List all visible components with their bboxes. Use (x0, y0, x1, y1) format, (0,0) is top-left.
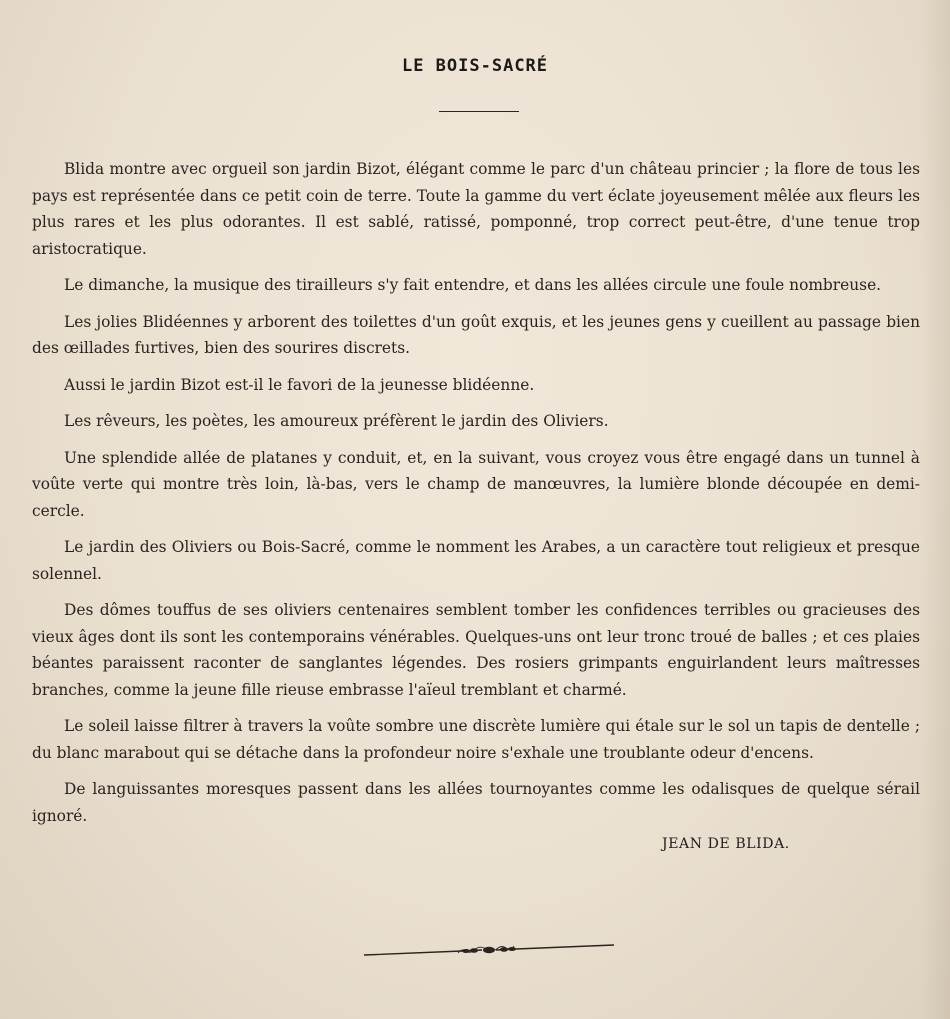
paragraph-7: Le jardin des Oliviers ou Bois-Sacré, comme le nomment les Arabes, a un caractère tout religieux et presque solennel. (32, 538, 920, 583)
paragraph-10: De languissantes moresques passent dans les allées tournoyantes comme les odalisques de quelque sérail ignoré. (32, 780, 920, 825)
paragraph-1: Blida montre avec orgueil son jardin Bizot, élégant comme le parc d'un château princier ; la flore de tous les pays est représentée dans ce petit coin de terre. Toute la gamme du vert éclate joyeusement mêlée aux fleurs les plus rares et les plus odorantes. Il est sablé, ratissé, pomponné, trop correct peut-être, d'une tenue trop aristocratique. (32, 160, 920, 258)
page-title: LE BOIS-SACRÉ (401, 56, 549, 76)
article-body (32, 156, 920, 839)
author-signature: JEAN DE BLIDA. (662, 836, 790, 852)
paragraph-8: Des dômes touffus de ses oliviers centenaires semblent tomber les confidences terribles ou gracieuses des vieux âges dont ils sont les contemporains vénérables. Quelques-uns ont leur tronc troué de balles ; et ces plaies béantes paraissent raconter de sanglantes légendes. Des rosiers grimpants enguirlandent leurs maîtresses branches, comme la jeune fille rieuse embrasse l'aïeul tremblant et charmé. (32, 601, 920, 699)
paragraph-5: Les rêveurs, les poètes, les amoureux préfèrent le jardin des Oliviers. (64, 412, 609, 430)
paragraph-6: Une splendide allée de platanes y conduit, et, en la suivant, vous croyez vous être engagé dans un tunnel à voûte verte qui montre très loin, là-bas, vers le champ de manœuvres, la lumière blonde découpée en demi-cercle. (32, 448, 920, 520)
paragraph-4: Aussi le jardin Bizot est-il le favori de la jeunesse blidéenne. (64, 375, 535, 394)
paragraph-3: Les jolies Blidéennes y arborent des toilettes d'un goût exquis, et les jeunes gens y cueillent au passage bien des œillades furtives, bien des sourires discrets. (32, 312, 920, 357)
paragraph-9: Le soleil laisse filtrer à travers la voûte sombre une discrète lumière qui étale sur le sol un tapis de dentelle ; du blanc marabout qui se détache dans la profondeur noire s'exhale une troublante odeur d'encens. (32, 717, 920, 762)
ornament-divider-icon (362, 938, 616, 962)
title-rule (439, 111, 519, 112)
paragraph-2: Le dimanche, la musique des tirailleurs s'y fait entendre, et dans les allées circule une foule nombreuse. (64, 276, 882, 294)
